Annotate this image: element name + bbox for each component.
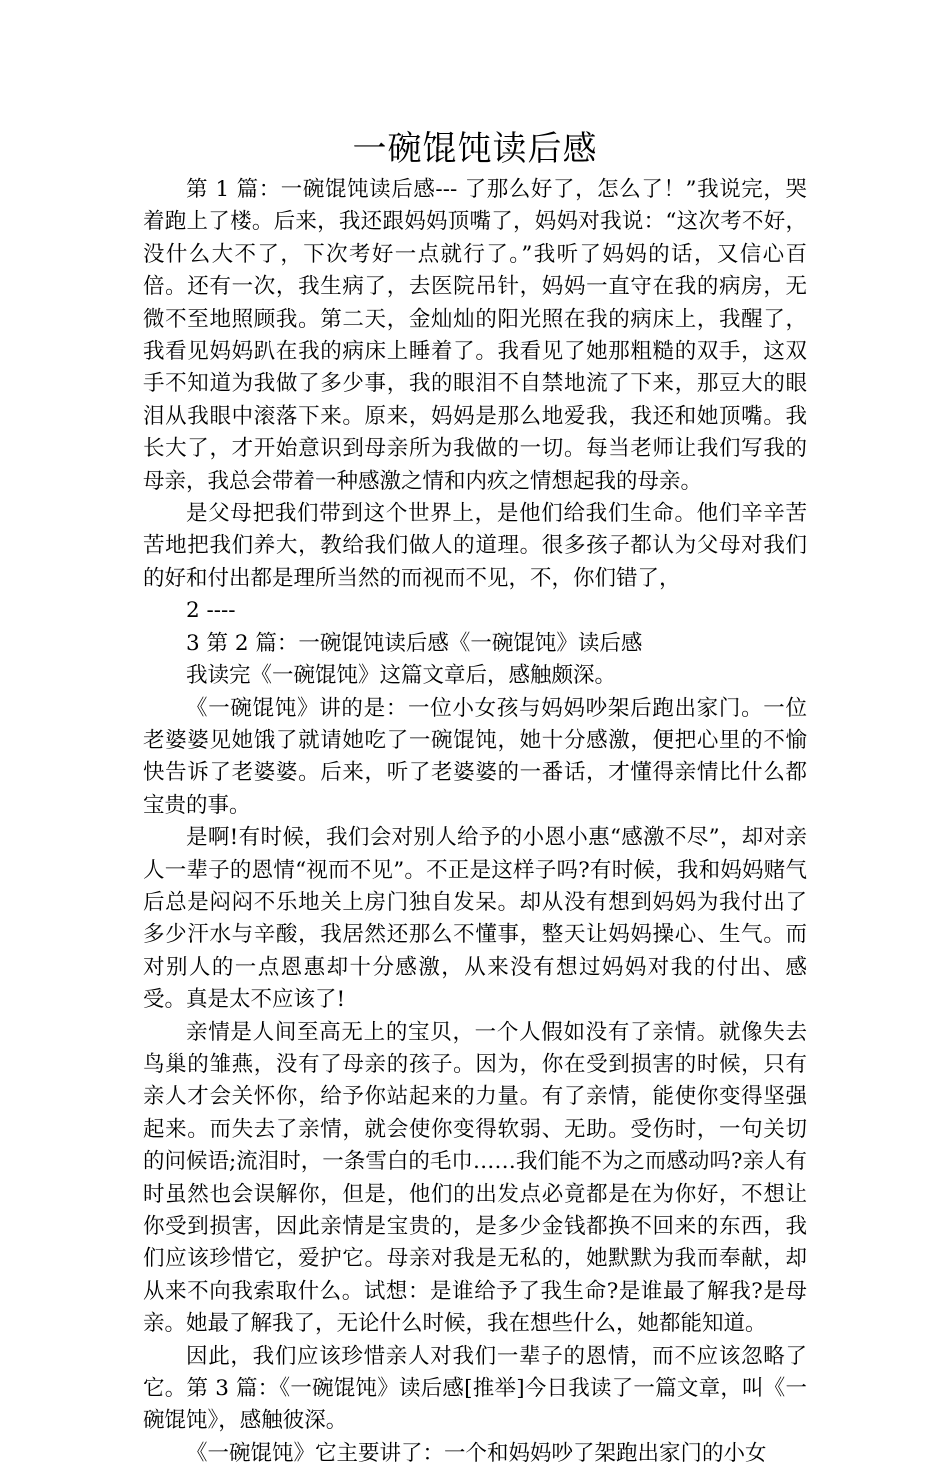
document-body	[143, 174, 807, 1470]
paragraph-2: 是父母把我们带到这个世界上，是他们给我们生命。他们辛辛苦苦地把我们养大，教给我们做人的道理。很多孩子都认为父母对我们的好和付出都是理所当然的而视而不见，不，你们错了，	[143, 501, 807, 591]
paragraph-8: 亲情是人间至高无上的宝贝，一个人假如没有了亲情。就像失去鸟巢的雏燕，没有了母亲的孩子。因为，你在受到损害的时候，只有亲人才会关怀你，给予你站起来的力量。有了亲情，能使你变得坚强起来。而失去了亲情，就会使你变得软弱、无助。受伤时，一句关切的问候语;流泪时，一条雪白的毛巾……我们能不为之而感动吗?亲人有时虽然也会误解你，但是，他们的出发点必竟都是在为你好，不想让你受到损害，因此亲情是宝贵的，是多少金钱都换不回来的东西，我们应该珍惜它，爱护它。母亲对我是无私的，她默默为我而奉献，却从来不向我索取什么。试想：是谁给予了我生命?是谁最了解我?是母亲。她最了解我了，无论什么时候，我在想些什么，她都能知道。	[143, 1019, 807, 1337]
paragraph-3: 2 ----	[186, 598, 236, 624]
paragraph-10: 《一碗馄饨》它主要讲了：一个和妈妈吵了架跑出家门的小女	[186, 1440, 767, 1466]
paragraph-5: 我读完《一碗馄饨》这篇文章后，感触颇深。	[186, 663, 617, 689]
document-title: 一碗馄饨读后感	[352, 129, 598, 169]
paragraph-4: 3 第 2 篇：一碗馄饨读后感《一碗馄饨》读后感	[186, 630, 643, 656]
paragraph-9: 因此，我们应该珍惜亲人对我们一辈子的恩情，而不应该忽略了它。第 3 篇：《一碗馄饨》读后感[推举]今日我读了一篇文章，叫《一碗馄饨》，感触彼深。	[143, 1343, 807, 1434]
document-page	[143, 128, 807, 1470]
paragraph-1: 第 1 篇：一碗馄饨读后感--- 了那么好了，怎么了！”我说完，哭着跑上了楼。后来，我还跟妈妈顶嘴了，妈妈对我说：“这次考不好，没什么大不了，下次考好一点就行了。”我听了妈妈的话，又信心百倍。还有一次，我生病了，去医院吊针，妈妈一直守在我的病房，无微不至地照顾我。第二天，金灿灿的阳光照在我的病床上，我醒了，我看见妈妈趴在我的病床上睡着了。我看见了她那粗糙的双手，这双手不知道为我做了多少事，我的眼泪不自禁地流了下来，那豆大的眼泪从我眼中滚落下来。原来，妈妈是那么地爱我，我还和她顶嘴。我长大了，才开始意识到母亲所为我做的一切。每当老师让我们写我的母亲，我总会带着一种感激之情和内疚之情想起我的母亲。	[143, 177, 807, 494]
paragraph-6: 《一碗馄饨》讲的是：一位小女孩与妈妈吵架后跑出家门。一位老婆婆见她饿了就请她吃了一碗馄饨，她十分感激，便把心里的不愉快告诉了老婆婆。后来，听了老婆婆的一番话，才懂得亲情比什么都宝贵的事。	[143, 695, 807, 818]
paragraph-7: 是啊!有时候，我们会对别人给予的小恩小惠“感激不尽”，却对亲人一辈子的恩情“视而不见”。不正是这样子吗?有时候，我和妈妈赌气后总是闷闷不乐地关上房门独自发呆。却从没有想到妈妈为我付出了多少汗水与辛酸，我居然还那么不懂事，整天让妈妈操心、生气。而对别人的一点恩惠却十分感激，从来没有想过妈妈对我的付出、感受。真是太不应该了!	[143, 825, 807, 1013]
